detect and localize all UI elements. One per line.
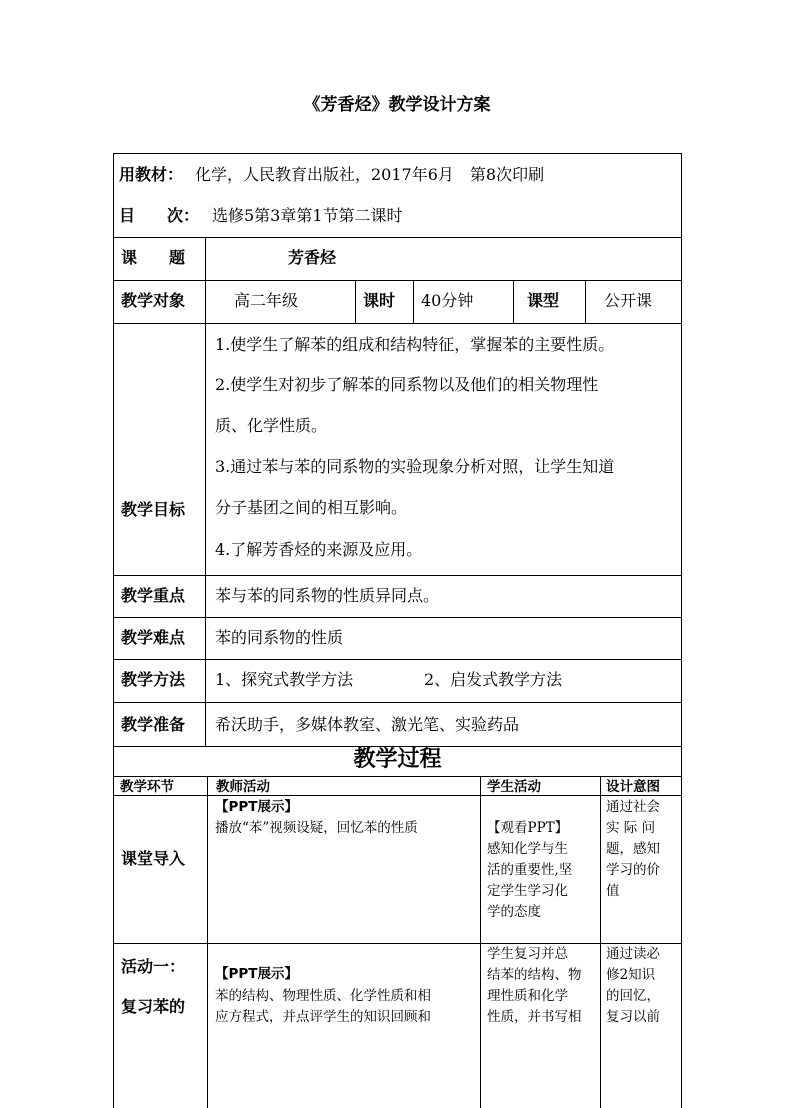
stage-cell: 复习苯的 [121,997,186,1016]
intent-line: 题，感知 [606,841,660,857]
student-line: 感知化学与生 [487,841,568,857]
goal-line: 3.通过苯与苯的同系物的实验现象分析对照，让学生知道 [215,457,615,476]
stage-cell: 课堂导入 [121,849,186,868]
column-header: 教学环节 [120,779,174,795]
column-header: 设计意图 [606,779,660,795]
teacher-text: 播放“苯”视频设疑，回忆苯的性质 [215,820,418,836]
goals-label: 教学目标 [121,500,186,519]
student-line: 结苯的结构、物 [487,967,582,983]
teacher-line: 应方程式，并点评学生的知识回顾和 [215,1009,431,1025]
method-value-1: 1、探究式教学方法 [215,670,354,689]
audience-label: 教学对象 [121,291,186,310]
intent-line: 实 际 问 [606,820,656,836]
intent-line: 通过社会 [606,799,660,815]
student-line: 性质，并书写相 [487,1009,582,1025]
topic-value: 芳香烃 [288,248,337,267]
goal-line: 4.了解芳香烃的来源及应用。 [215,540,423,559]
hours-label: 课时 [363,291,396,310]
key-value: 苯与苯的同系物的性质异同点。 [215,586,440,605]
process-heading: 教学过程 [353,747,442,772]
type-value: 公开课 [604,291,653,310]
toc-label: 目 次： [119,206,200,225]
student-line: 定学生学习化 [487,883,568,899]
intent-line: 修2知识 [606,967,656,983]
intent-line: 学习的价 [606,862,660,878]
goal-line: 质、化学性质。 [215,416,328,435]
difficulty-value: 苯的同系物的性质 [215,628,344,647]
textbook-value: 化学，人民教育出版社，2017年6月 第8次印刷 [195,165,545,184]
type-label: 课型 [527,291,560,310]
teacher-tag: 【PPT展示】 [215,799,298,815]
key-label: 教学重点 [121,586,186,605]
student-line: 学的态度 [487,904,541,920]
method-label: 教学方法 [121,670,186,689]
teacher-line: 苯的结构、物理性质、化学性质和相 [215,988,431,1004]
toc-value: 选修5第3章第1节第二课时 [212,206,403,225]
column-header: 教师活动 [216,779,270,795]
student-line: 【观看PPT】 [487,820,569,836]
audience-value: 高二年级 [234,291,299,310]
goal-line: 1.使学生了解苯的组成和结构特征，掌握苯的主要性质。 [215,335,615,354]
hours-value: 40分钟 [421,291,474,310]
column-header: 学生活动 [487,779,541,795]
intent-line: 值 [606,883,620,899]
goal-line: 2.使学生对初步了解苯的同系物以及他们的相关物理性 [215,375,599,394]
intent-line: 的回忆， [606,988,660,1004]
student-line: 理性质和化学 [487,988,568,1004]
student-line: 活的重要性,坚 [487,862,573,878]
teacher-tag: 【PPT展示】 [215,966,298,982]
method-value-2: 2、启发式教学方法 [424,670,563,689]
document-title: 《芳香烃》教学设计方案 [303,95,491,115]
topic-label: 课 题 [121,248,186,267]
prep-label: 教学准备 [121,715,186,734]
textbook-label: 用教材： [119,165,184,184]
prep-value: 希沃助手，多媒体教室、激光笔、实验药品 [215,715,520,734]
intent-line: 通过读必 [606,946,660,962]
student-line: 学生复习并总 [487,946,568,962]
intent-line: 复习以前 [606,1009,660,1025]
stage-cell: 活动一： [121,957,186,976]
goal-line: 分子基团之间的相互影响。 [215,498,408,517]
difficulty-label: 教学难点 [121,628,186,647]
